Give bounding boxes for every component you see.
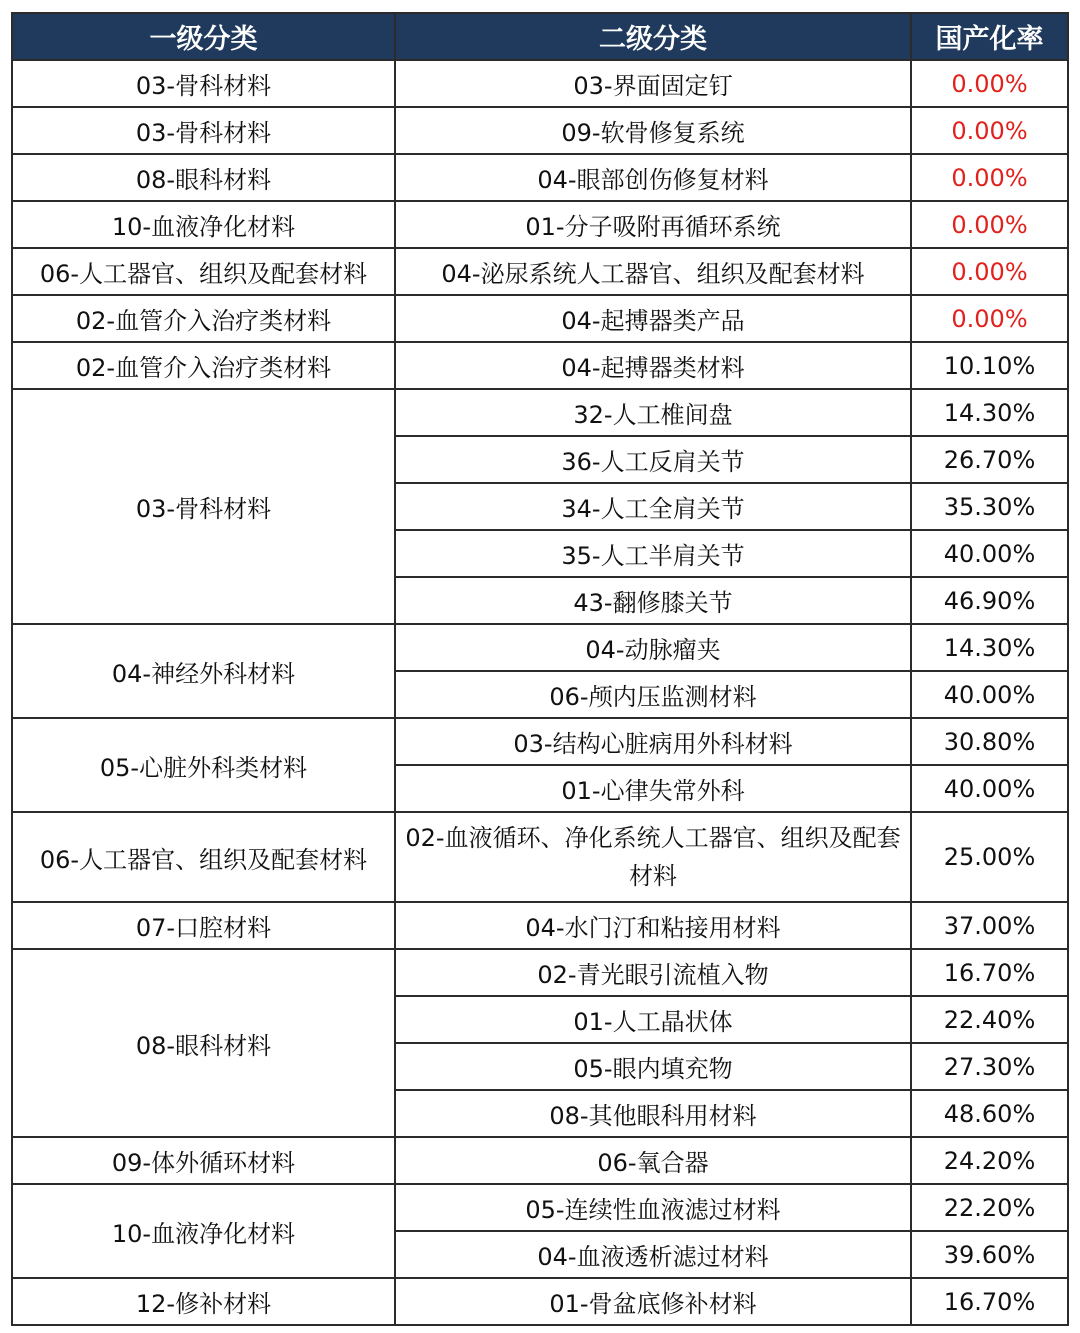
table-row xyxy=(12,949,1068,996)
table-row xyxy=(12,389,1068,436)
rate-cell: 0.00% xyxy=(911,154,1068,201)
level2-cell: 01-分子吸附再循环系统 xyxy=(395,201,911,248)
level2-cell: 05-连续性血液滤过材料 xyxy=(395,1184,911,1231)
rate-cell: 16.70% xyxy=(911,1278,1068,1325)
level2-cell: 05-眼内填充物 xyxy=(395,1043,911,1090)
rate-cell: 26.70% xyxy=(911,436,1068,483)
level2-cell: 02-青光眼引流植入物 xyxy=(395,949,911,996)
level2-cell: 35-人工半肩关节 xyxy=(395,530,911,577)
level1-cell: 12-修补材料 xyxy=(12,1278,395,1325)
level1-cell: 07-口腔材料 xyxy=(12,902,395,949)
level2-cell: 04-水门汀和粘接用材料 xyxy=(395,902,911,949)
level1-cell: 10-血液净化材料 xyxy=(12,201,395,248)
header-row xyxy=(12,13,1068,60)
rate-cell: 0.00% xyxy=(911,107,1068,154)
level2-cell: 08-其他眼科用材料 xyxy=(395,1090,911,1137)
rate-cell: 10.10% xyxy=(911,342,1068,389)
level2-cell: 43-翻修膝关节 xyxy=(395,577,911,624)
table-row xyxy=(12,201,1068,248)
level2-cell: 09-软骨修复系统 xyxy=(395,107,911,154)
rate-cell: 27.30% xyxy=(911,1043,1068,1090)
level2-cell: 01-心律失常外科 xyxy=(395,765,911,812)
rate-cell: 40.00% xyxy=(911,530,1068,577)
table-row xyxy=(12,624,1068,671)
rate-cell: 40.00% xyxy=(911,765,1068,812)
table-row xyxy=(12,1184,1068,1231)
level2-cell: 04-起搏器类产品 xyxy=(395,295,911,342)
level1-cell: 02-血管介入治疗类材料 xyxy=(12,342,395,389)
rate-cell: 39.60% xyxy=(911,1231,1068,1278)
rate-cell: 35.30% xyxy=(911,483,1068,530)
level2-cell: 34-人工全肩关节 xyxy=(395,483,911,530)
rate-cell: 48.60% xyxy=(911,1090,1068,1137)
level2-cell: 06-颅内压监测材料 xyxy=(395,671,911,718)
level2-cell: 01-骨盆底修补材料 xyxy=(395,1278,911,1325)
table-row xyxy=(12,342,1068,389)
rate-cell: 25.00% xyxy=(911,812,1068,902)
rate-cell: 40.00% xyxy=(911,671,1068,718)
level2-cell: 36-人工反肩关节 xyxy=(395,436,911,483)
rate-cell: 22.40% xyxy=(911,996,1068,1043)
level1-cell: 03-骨科材料 xyxy=(12,107,395,154)
level1-cell: 03-骨科材料 xyxy=(12,60,395,107)
rate-cell: 0.00% xyxy=(911,201,1068,248)
level1-cell: 02-血管介入治疗类材料 xyxy=(12,295,395,342)
table-row xyxy=(12,812,1068,902)
level2-cell: 06-氧合器 xyxy=(395,1137,911,1184)
level1-cell: 08-眼科材料 xyxy=(12,949,395,1137)
table-row xyxy=(12,1137,1068,1184)
level1-cell: 04-神经外科材料 xyxy=(12,624,395,718)
rate-cell: 16.70% xyxy=(911,949,1068,996)
level1-cell: 06-人工器官、组织及配套材料 xyxy=(12,248,395,295)
header-level1: 一级分类 xyxy=(12,13,395,60)
rate-cell: 0.00% xyxy=(911,60,1068,107)
table-row xyxy=(12,295,1068,342)
table-row xyxy=(12,107,1068,154)
level2-cell: 02-血液循环、净化系统人工器官、组织及配套材料 xyxy=(395,812,911,902)
table-row xyxy=(12,154,1068,201)
level2-cell: 04-起搏器类材料 xyxy=(395,342,911,389)
table-row xyxy=(12,60,1068,107)
level2-cell: 32-人工椎间盘 xyxy=(395,389,911,436)
level1-cell: 08-眼科材料 xyxy=(12,154,395,201)
rate-cell: 0.00% xyxy=(911,248,1068,295)
level2-cell: 04-眼部创伤修复材料 xyxy=(395,154,911,201)
table-container xyxy=(11,12,1069,1326)
rate-cell: 0.00% xyxy=(911,295,1068,342)
localization-rate-table xyxy=(11,12,1069,1326)
rate-cell: 37.00% xyxy=(911,902,1068,949)
level2-cell: 04-泌尿系统人工器官、组织及配套材料 xyxy=(395,248,911,295)
table-row xyxy=(12,902,1068,949)
level1-cell: 06-人工器官、组织及配套材料 xyxy=(12,812,395,902)
level1-cell: 03-骨科材料 xyxy=(12,389,395,624)
level1-cell: 09-体外循环材料 xyxy=(12,1137,395,1184)
table-row xyxy=(12,1278,1068,1325)
level2-cell: 03-结构心脏病用外科材料 xyxy=(395,718,911,765)
level1-cell: 05-心脏外科类材料 xyxy=(12,718,395,812)
rate-cell: 46.90% xyxy=(911,577,1068,624)
level1-cell: 10-血液净化材料 xyxy=(12,1184,395,1278)
rate-cell: 22.20% xyxy=(911,1184,1068,1231)
header-level2: 二级分类 xyxy=(395,13,911,60)
level2-cell: 01-人工晶状体 xyxy=(395,996,911,1043)
header-rate: 国产化率 xyxy=(911,13,1068,60)
rate-cell: 14.30% xyxy=(911,389,1068,436)
level2-cell: 04-动脉瘤夹 xyxy=(395,624,911,671)
table-row xyxy=(12,718,1068,765)
table-row xyxy=(12,248,1068,295)
rate-cell: 24.20% xyxy=(911,1137,1068,1184)
level2-cell: 04-血液透析滤过材料 xyxy=(395,1231,911,1278)
rate-cell: 14.30% xyxy=(911,624,1068,671)
level2-cell: 03-界面固定钉 xyxy=(395,60,911,107)
rate-cell: 30.80% xyxy=(911,718,1068,765)
